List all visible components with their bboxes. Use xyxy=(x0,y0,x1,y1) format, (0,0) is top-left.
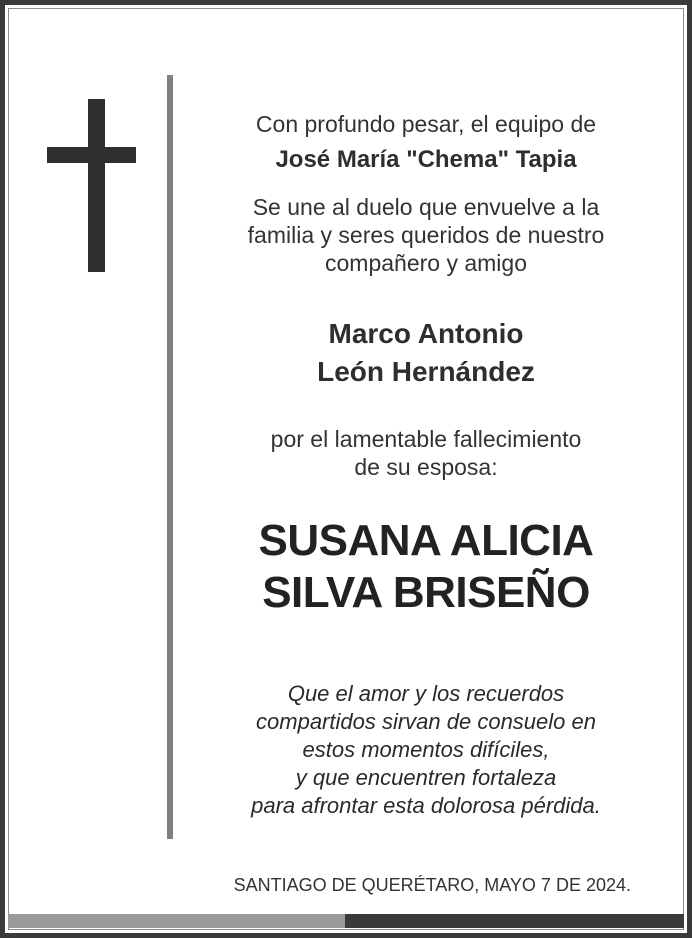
cross-horizontal-beam xyxy=(47,147,136,163)
deceased-name-line: SUSANA ALICIA xyxy=(258,516,594,565)
message-line: compartidos sirvan de consuelo en xyxy=(256,709,596,734)
condolence-line: compañero y amigo xyxy=(325,250,527,276)
message-line: para afrontar esta dolorosa pérdida. xyxy=(251,793,601,818)
bottom-bar-light-segment xyxy=(8,914,345,928)
condolence-line: Se une al duelo que envuelve a la xyxy=(252,194,600,220)
companion-name xyxy=(201,315,651,391)
cross-vertical-beam xyxy=(88,99,105,272)
condolence-line: familia y seres queridos de nuestro xyxy=(247,222,605,248)
companion-name-line: León Hernández xyxy=(317,356,535,387)
passing-text xyxy=(201,425,651,481)
deceased-name xyxy=(201,515,651,619)
message-line: estos momentos difíciles, xyxy=(302,737,550,762)
team-name-line: José María "Chema" Tapia xyxy=(275,146,577,173)
passing-line: de su esposa: xyxy=(354,454,498,480)
deceased-name-line: SILVA BRISEÑO xyxy=(262,568,590,617)
bottom-bar xyxy=(8,914,684,928)
intro-line: Con profundo pesar, el equipo de xyxy=(255,111,597,137)
condolence-text xyxy=(201,193,651,277)
dateline: SANTIAGO DE QUERÉTARO, MAYO 7 DE 2024. xyxy=(233,875,631,895)
message-line: y que encuentren fortaleza xyxy=(295,765,557,790)
bottom-bar-dark-segment xyxy=(345,914,684,928)
team-name xyxy=(201,145,651,175)
passing-line: por el lamentable fallecimiento xyxy=(270,426,582,452)
vertical-divider xyxy=(167,75,173,839)
intro-text xyxy=(201,109,651,139)
companion-name-line: Marco Antonio xyxy=(328,318,524,349)
consolation-message xyxy=(201,680,651,820)
message-line: Que el amor y los recuerdos xyxy=(287,681,565,706)
